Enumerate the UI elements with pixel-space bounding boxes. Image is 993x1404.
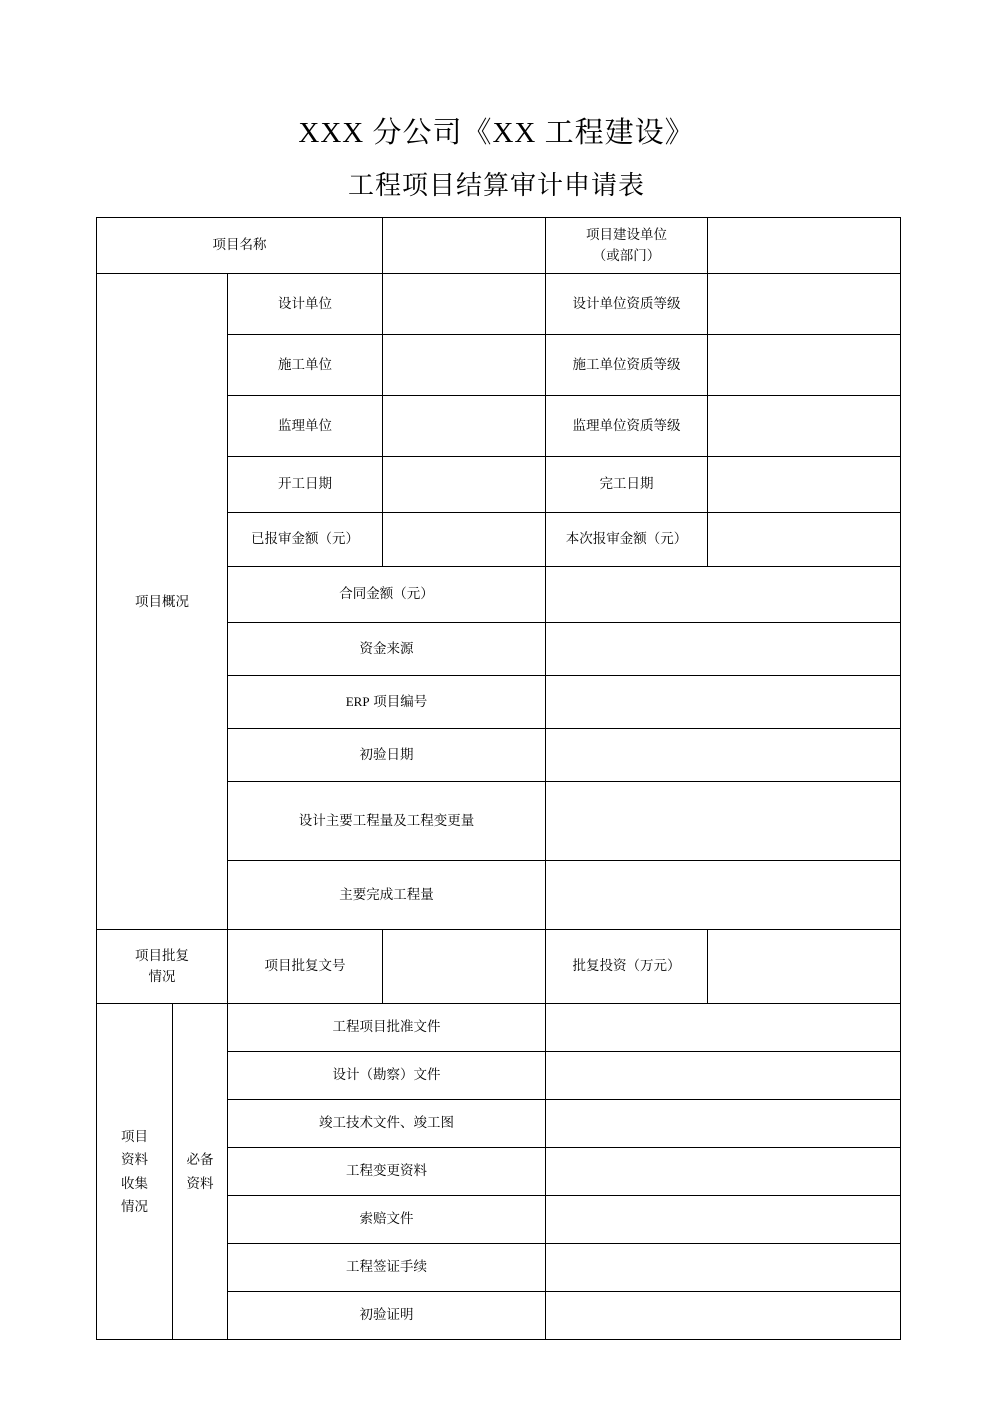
cell-label-approved-investment: 批复投资（万元） bbox=[546, 930, 708, 1004]
cell-value-completed-quantity[interactable] bbox=[546, 861, 901, 930]
cell-label-construction-unit bbox=[546, 218, 708, 274]
cell-label-erp-project-number bbox=[228, 676, 546, 729]
cell-value-current-amount[interactable] bbox=[708, 513, 901, 567]
cell-value-construction-contractor-grade[interactable] bbox=[708, 335, 901, 396]
cell-value-material-preliminary-certificate[interactable] bbox=[546, 1292, 901, 1340]
cell-value-supervision-unit-grade[interactable] bbox=[708, 396, 901, 457]
materials-label-line4: 情况 bbox=[121, 1198, 148, 1214]
cell-value-construction-contractor[interactable] bbox=[383, 335, 546, 396]
cell-label-funding-source: 资金来源 bbox=[228, 623, 546, 676]
cell-label-current-amount: 本次报审金额（元） bbox=[546, 513, 708, 567]
cell-label-material-approval-document: 工程项目批准文件 bbox=[228, 1004, 546, 1052]
cell-value-approved-investment[interactable] bbox=[708, 930, 901, 1004]
construction-unit-label-line2: （或部门） bbox=[592, 247, 661, 263]
cell-label-preliminary-inspection-date: 初验日期 bbox=[228, 729, 546, 782]
cell-section-label-approval bbox=[97, 930, 228, 1004]
required-materials-label-line2: 资料 bbox=[186, 1175, 214, 1191]
cell-value-approval-document-number[interactable] bbox=[383, 930, 546, 1004]
cell-value-contract-amount[interactable] bbox=[546, 567, 901, 623]
application-form-table bbox=[96, 217, 901, 1340]
cell-label-completed-quantity: 主要完成工程量 bbox=[228, 861, 546, 930]
erp-suffix-text: 项目编号 bbox=[369, 693, 428, 709]
materials-label-line2: 资料 bbox=[121, 1152, 148, 1168]
cell-value-funding-source[interactable] bbox=[546, 623, 901, 676]
cell-value-start-date[interactable] bbox=[383, 457, 546, 513]
cell-label-completion-date: 完工日期 bbox=[546, 457, 708, 513]
cell-label-material-preliminary-certificate: 初验证明 bbox=[228, 1292, 546, 1340]
cell-value-material-completion-docs[interactable] bbox=[546, 1100, 901, 1148]
cell-value-submitted-amount[interactable] bbox=[383, 513, 546, 567]
title-line-2: 工程项目结算审计申请表 bbox=[347, 171, 645, 200]
cell-label-material-claim-docs: 索赔文件 bbox=[228, 1196, 546, 1244]
cell-value-material-claim-docs[interactable] bbox=[546, 1196, 901, 1244]
cell-value-material-approval-document[interactable] bbox=[546, 1004, 901, 1052]
cell-section-label-materials bbox=[97, 1004, 173, 1340]
cell-label-approval-document-number: 项目批复文号 bbox=[228, 930, 383, 1004]
approval-label-line1: 项目批复 bbox=[135, 948, 189, 964]
cell-value-erp-project-number[interactable] bbox=[546, 676, 901, 729]
title-line-1: XXX 分公司《XX 工程建设》 bbox=[298, 117, 695, 149]
construction-unit-label-line1: 项目建设单位 bbox=[586, 227, 668, 243]
cell-label-design-unit-grade: 设计单位资质等级 bbox=[546, 274, 708, 335]
approval-label-line2: 情况 bbox=[148, 968, 176, 984]
cell-label-submitted-amount: 已报审金额（元） bbox=[228, 513, 383, 567]
cell-value-design-unit[interactable] bbox=[383, 274, 546, 335]
cell-label-design-unit: 设计单位 bbox=[228, 274, 383, 335]
cell-label-design-quantity: 设计主要工程量及工程变更量 bbox=[228, 782, 546, 861]
cell-value-design-unit-grade[interactable] bbox=[708, 274, 901, 335]
cell-value-project-name[interactable] bbox=[383, 218, 546, 274]
cell-label-material-change-docs: 工程变更资料 bbox=[228, 1148, 546, 1196]
cell-label-construction-contractor: 施工单位 bbox=[228, 335, 383, 396]
cell-sub-label-required-materials bbox=[173, 1004, 228, 1340]
cell-label-material-completion-docs: 竣工技术文件、竣工图 bbox=[228, 1100, 546, 1148]
cell-value-material-change-docs[interactable] bbox=[546, 1148, 901, 1196]
cell-value-material-visa-procedures[interactable] bbox=[546, 1244, 901, 1292]
cell-label-start-date: 开工日期 bbox=[228, 457, 383, 513]
erp-prefix-text: ERP bbox=[345, 693, 370, 709]
materials-label-line3: 收集 bbox=[121, 1175, 148, 1191]
cell-label-supervision-unit-grade: 监理单位资质等级 bbox=[546, 396, 708, 457]
cell-value-preliminary-inspection-date[interactable] bbox=[546, 729, 901, 782]
table-row-project-name bbox=[97, 218, 901, 274]
cell-value-material-design-survey[interactable] bbox=[546, 1052, 901, 1100]
cell-value-construction-unit[interactable] bbox=[708, 218, 901, 274]
cell-label-supervision-unit: 监理单位 bbox=[228, 396, 383, 457]
document-title bbox=[0, 112, 993, 206]
materials-label-line1: 项目 bbox=[121, 1129, 148, 1145]
cell-value-completion-date[interactable] bbox=[708, 457, 901, 513]
cell-label-project-name: 项目名称 bbox=[97, 218, 383, 274]
table-row-design-unit bbox=[97, 274, 901, 335]
cell-label-contract-amount: 合同金额（元） bbox=[228, 567, 546, 623]
table-row-approval bbox=[97, 930, 901, 1004]
cell-label-material-visa-procedures: 工程签证手续 bbox=[228, 1244, 546, 1292]
table-row-material-item bbox=[97, 1004, 901, 1052]
cell-value-design-quantity[interactable] bbox=[546, 782, 901, 861]
cell-label-material-design-survey: 设计（勘察）文件 bbox=[228, 1052, 546, 1100]
cell-label-construction-contractor-grade: 施工单位资质等级 bbox=[546, 335, 708, 396]
cell-section-label-overview: 项目概况 bbox=[97, 274, 228, 930]
required-materials-label-line1: 必备 bbox=[186, 1152, 214, 1168]
cell-value-supervision-unit[interactable] bbox=[383, 396, 546, 457]
